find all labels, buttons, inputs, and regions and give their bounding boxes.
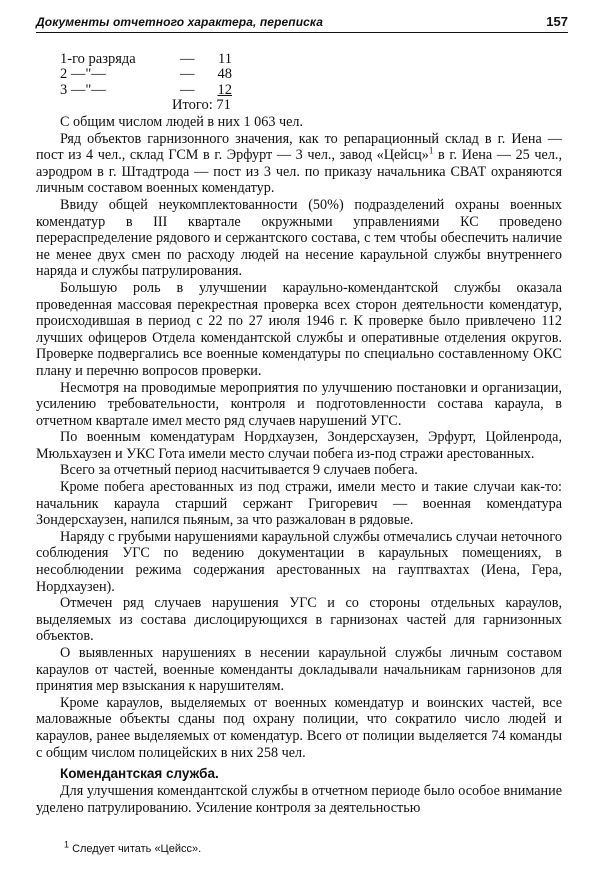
tally-total: Итого: 71 bbox=[172, 97, 231, 114]
paragraph: Для улучшения комендантской службы в отчетном периоде было особое внимание уделено патрулированию. Усиление контроля за деятельностью bbox=[36, 783, 562, 816]
footnote-text: Следует читать «Цейсс». bbox=[69, 843, 202, 855]
paragraph: Кроме караулов, выделяемых от военных комендатур и воинских частей, все маловажные объекты сданы под охрану полиции, что сократило число людей и караулов, ранее выделяемых от комендатур. Всего от полиции выделяется 74 команды с общим числом полицейских в них 258 чел. bbox=[36, 694, 562, 761]
paragraph: Всего за отчетный период насчитывается 9 случаев побега. bbox=[60, 462, 418, 479]
paragraph: Кроме побега арестованных из под стражи, имели место и такие случаи как-то: начальник караула старший сержант Григоревич — военная комендатура Зондерсхаузен, напился пьяным, за что разжалован в рядовые. bbox=[36, 479, 562, 529]
footnote bbox=[64, 839, 202, 855]
header-title: Документы отчетного характера, переписка bbox=[36, 15, 324, 29]
tally-dash: — bbox=[180, 51, 195, 67]
body-text bbox=[36, 114, 562, 761]
footnote-mark: 1 bbox=[64, 839, 70, 850]
paragraph: С общим числом людей в них 1 063 чел. bbox=[60, 114, 304, 130]
paragraph: Ввиду общей неукомплектованности (50%) подразделений охраны военных комендатур в III квартале окружными управлениями КС проведено перераспределение рядового и сержантского состава, с тем чтобы обеспечить наличие не менее двух смен по расходу людей на несение караульной службы внутреннего наряда и службы патрулирования. bbox=[36, 196, 562, 280]
footnote-ref: 1 bbox=[428, 145, 434, 156]
paragraph: Большую роль в улучшении караульно-комендантской службы оказала проведенная массовая перекрестная проверка всех сторон деятельности комендатур, происходившая в период с 22 по 27 июля 1946 г. К проверке было привлечено 112 лучших офицеров Отдела комендантской службы и оперативные отделения округов. Проверке подвергались все военные комендатуры по специально составленному ОКС плану и перечню вопросов проверки. bbox=[36, 279, 562, 379]
tally-value: 11 bbox=[218, 51, 232, 67]
tally-value: 12 bbox=[217, 81, 232, 98]
tally-label: 2 —"— bbox=[60, 66, 106, 83]
section-body bbox=[36, 783, 562, 816]
paragraph: Несмотря на проводимые мероприятия по улучшению постановки и организации, усилению требовательности, контроля и подготовленности состава караула, в отчетном квартале имел место ряд случаев нарушений УГС. bbox=[36, 379, 562, 429]
paragraph: Отмечен ряд случаев нарушения УГС и со стороны отдельных караулов, выделяемых из состава дислоцирующихся в гарнизонах частей для гарнизонных объектов. bbox=[36, 595, 562, 645]
paragraph-text: Ряд объектов гарнизонного значения, как то репарационный склад в г. Иена — пост из 4 чел., склад ГСМ в г. Эрфурт — 3 чел., завод «Цейсц» bbox=[36, 130, 562, 164]
running-header bbox=[36, 10, 568, 33]
tally-dash: — bbox=[180, 66, 195, 83]
paragraph: О выявленных нарушениях в несении караульной службы личным составом караулов от частей, военные коменданты докладывали начальникам гарнизонов для принятия мер взыскания к нарушителям. bbox=[36, 645, 562, 695]
paragraph: По военным комендатурам Нордхаузен, Зондерсхаузен, Эрфурт, Цойленрода, Мюльхаузен и УКС Гота имели место случаи побега из-под стражи арестованных. bbox=[36, 429, 562, 462]
paragraph-text: в г. Иена — 25 чел., аэродром в г. Штадтрода — пост из 3 чел. по приказу начальника СВАТ охраняются личным составом военных комендатур. bbox=[36, 147, 562, 197]
tally-dash: — bbox=[180, 81, 195, 98]
tally-label: 3 —"— bbox=[60, 81, 106, 98]
paragraph: Наряду с грубыми нарушениями караульной службы отмечались случаи неточного соблюдения УГС по ведению документации в караульных помещениях, в несоблюдении режима содержания арестованных на гауптвахтах (Иена, Гера, Нордхаузен). bbox=[36, 528, 562, 595]
tally-label: 1-го разряда bbox=[60, 51, 136, 67]
tally-value: 48 bbox=[217, 66, 232, 83]
page-number: 157 bbox=[546, 14, 568, 29]
section-title: Комендантская служба. bbox=[60, 766, 219, 781]
paragraph bbox=[36, 131, 562, 197]
